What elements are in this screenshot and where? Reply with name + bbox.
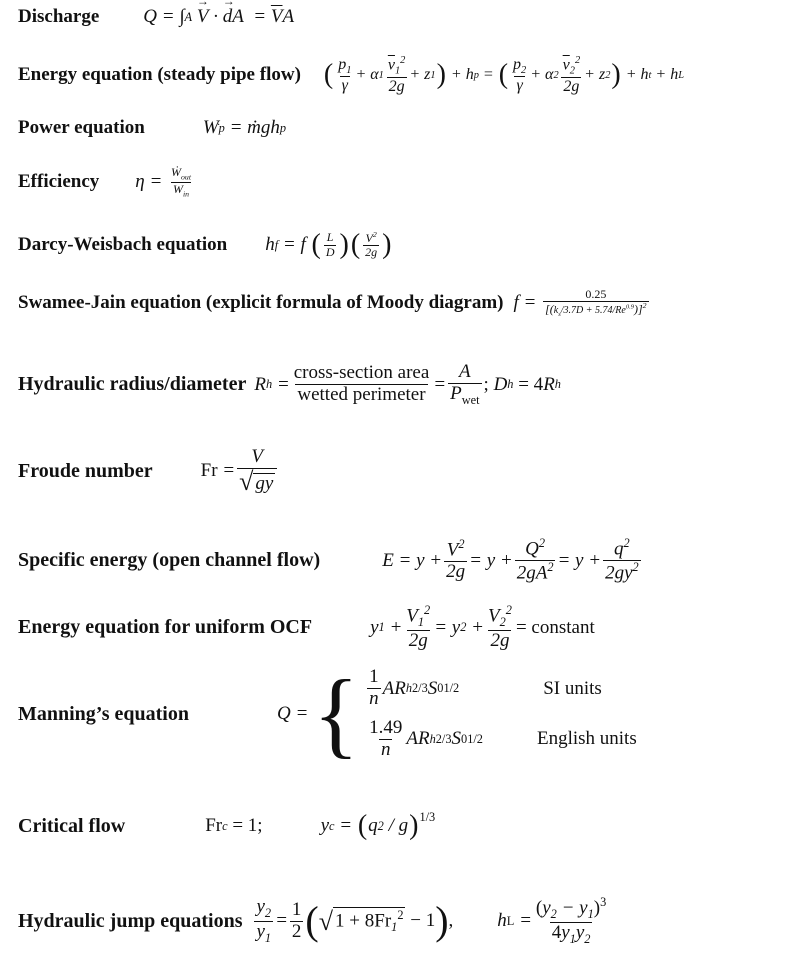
manning-en-coef: 1.49 bbox=[369, 717, 403, 738]
english-units-text: English units bbox=[536, 728, 637, 750]
equation-label: Hydraulic jump equations bbox=[18, 909, 243, 932]
si-units-text: SI units bbox=[543, 677, 602, 699]
cross-section-area-text: cross-section area bbox=[293, 362, 430, 384]
power-formula: W p = ṁgh p bbox=[202, 117, 287, 138]
equation-label: Hydraulic radius/diameter bbox=[18, 373, 247, 396]
equation-label: Efficiency bbox=[18, 171, 100, 193]
equation-label: Energy equation for uniform OCF bbox=[18, 616, 313, 639]
equation-discharge bbox=[18, 6, 294, 28]
swamee-numerator: 0.25 bbox=[585, 287, 607, 301]
constant-text: constant bbox=[531, 616, 595, 638]
discharge-formula: Q = ∫ A → V · → dA = $\overline{V}$ A bbox=[143, 6, 294, 28]
equation-label: Power equation bbox=[18, 117, 145, 138]
equation-froude bbox=[18, 447, 279, 496]
critical-flow-formula: Fr c = 1; y c = ( q 2 / g ) $^{1/3}$ bbox=[205, 810, 436, 841]
equation-energy-ocf bbox=[18, 604, 595, 652]
equation-critical-flow bbox=[18, 810, 435, 842]
equation-hydraulic-radius bbox=[18, 362, 561, 407]
wetted-perimeter-text: wetted perimeter bbox=[297, 384, 426, 406]
equation-efficiency bbox=[18, 166, 195, 199]
efficiency-formula: η = $\frac{Ẇ_{out}}{W_{in}}$ bbox=[135, 165, 191, 199]
equation-manning bbox=[18, 660, 637, 767]
equation-label: Discharge bbox=[18, 6, 100, 27]
equation-label: Energy equation (steady pipe flow) bbox=[18, 64, 301, 86]
swamee-formula: f = $\frac{0.25}{[(k_s/3.7D + 5.74/Re^{0.9})]^2}$ bbox=[513, 287, 647, 319]
hydraulic-jump-formula: $\frac{y_2}{y_1}$ = $\frac{1}{2}$ ( √ $1 + 8Fr_1^2$ − 1 ) , h L = $\frac{(y_2 - y_1)^3}{4y_1y_2}$ bbox=[256, 895, 607, 946]
energy-pipe-formula: ( $\frac{p_1}{\gamma}$ + α 1 $\frac{\overline{v}_1^2}{2g}$ + z 1 ) + h p = ( $\frac{p_2}{\gamma}$ + α 2 $\frac{\overline{v}_2^2}{2g}$ + z 2 ) + h t + h L bbox=[323, 55, 684, 95]
equation-label: Swamee-Jain equation (explicit formula of Moody diagram) bbox=[18, 292, 504, 314]
equation-power bbox=[18, 117, 286, 139]
equation-darcy-weisbach bbox=[18, 229, 392, 261]
hydraulic-radius-formula: R h = $\frac{\text{cross-section area}}{\text{wetted perimeter}}$ = $\frac{A}{P_{wet}}$ ; D h = 4 R h bbox=[254, 361, 561, 407]
manning-si-coef: 1 bbox=[369, 666, 379, 688]
specific-energy-formula: E = y + $\frac{V^2}{2g}$ = y + $\frac{Q^2}{2gA^2}$ = y + $\frac{q^2}{2gy^2}$ bbox=[382, 536, 639, 584]
equation-label: Froude number bbox=[18, 459, 153, 482]
energy-ocf-formula: y 1 + $\frac{V_1^2}{2g}$ = y 2 + $\frac{V_2^2}{2g}$ = constant bbox=[370, 603, 595, 651]
froude-formula: Fr = V √ gy bbox=[201, 447, 280, 496]
equation-hydraulic-jump bbox=[18, 896, 610, 946]
equation-label: Specific energy (open channel flow) bbox=[18, 549, 321, 572]
equation-label: Critical flow bbox=[18, 814, 126, 837]
equation-specific-energy bbox=[18, 537, 643, 584]
darcy-formula: h f = f ( $\frac{L}{D}$ ) ( $\frac{V^2}{2g}$ ) bbox=[265, 229, 392, 260]
equation-swamee-jain bbox=[18, 288, 651, 318]
manning-formula: Q = { $\frac{1}{n}$ AR h 2/3 S 0 1/2 SI units $\frac{1.49}{n}$ AR h 2/3 S 0 1/2 English units bbox=[276, 660, 637, 767]
equation-label: Darcy-Weisbach equation bbox=[18, 234, 228, 255]
equation-label: Manning’s equation bbox=[18, 702, 189, 725]
equation-energy-pipe bbox=[18, 55, 684, 96]
